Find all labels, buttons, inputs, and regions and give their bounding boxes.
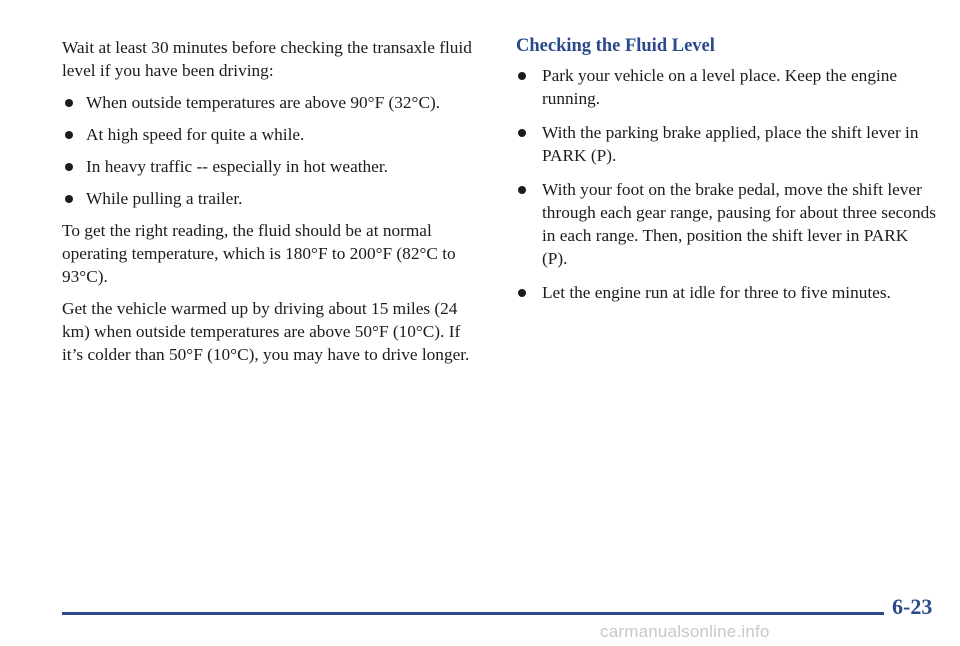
- list-item: [516, 64, 936, 110]
- bullet-icon: [65, 163, 73, 171]
- bullet-icon: [518, 129, 526, 137]
- list-item-text: With the parking brake applied, place the shift lever in PARK (P).: [542, 123, 919, 165]
- list-item-text: Let the engine run at idle for three to five minutes.: [542, 283, 891, 302]
- procedure-steps-list: [516, 64, 936, 304]
- footer-rule: [62, 612, 884, 615]
- right-column: [516, 34, 936, 315]
- intro-paragraph: Wait at least 30 minutes before checking the transaxle fluid level if you have been driving:: [62, 38, 472, 80]
- list-item: [62, 155, 474, 178]
- list-item: [62, 123, 474, 146]
- left-column: [62, 36, 474, 375]
- list-item: [516, 281, 936, 304]
- list-item-text: Park your vehicle on a level place. Keep the engine running.: [542, 66, 898, 108]
- page-number: 6-23: [892, 594, 933, 619]
- bullet-icon: [65, 99, 73, 107]
- list-item-text: When outside temperatures are above 90°F (32°C).: [86, 93, 441, 112]
- list-item: [516, 121, 936, 167]
- driving-conditions-list: [62, 91, 474, 210]
- warm-up-paragraph: Get the vehicle warmed up by driving about 15 miles (24 km) when outside temperatures are above 50°F (10°C). If it’s colder than 50°F (10°C), you may have to drive longer.: [62, 299, 470, 364]
- section-title: Checking the Fluid Level: [516, 36, 715, 56]
- list-item: [62, 91, 474, 114]
- bullet-icon: [65, 131, 73, 139]
- list-item-text: While pulling a trailer.: [86, 189, 243, 208]
- bullet-icon: [518, 72, 526, 80]
- list-item: [62, 187, 474, 210]
- watermark-text: carmanualsonline.info: [600, 622, 770, 641]
- list-item: [516, 178, 936, 270]
- temperature-paragraph: To get the right reading, the fluid should be at normal operating temperature, which is 180°F to 200°F (82°C to 93°C).: [62, 221, 456, 286]
- bullet-icon: [518, 289, 526, 297]
- bullet-icon: [65, 195, 73, 203]
- list-item-text: In heavy traffic -- especially in hot weather.: [86, 157, 388, 176]
- bullet-icon: [518, 186, 526, 194]
- list-item-text: With your foot on the brake pedal, move the shift lever through each gear range, pausing for about three seconds in each range. Then, position the shift lever in PARK (P).: [542, 180, 936, 268]
- list-item-text: At high speed for quite a while.: [86, 125, 305, 144]
